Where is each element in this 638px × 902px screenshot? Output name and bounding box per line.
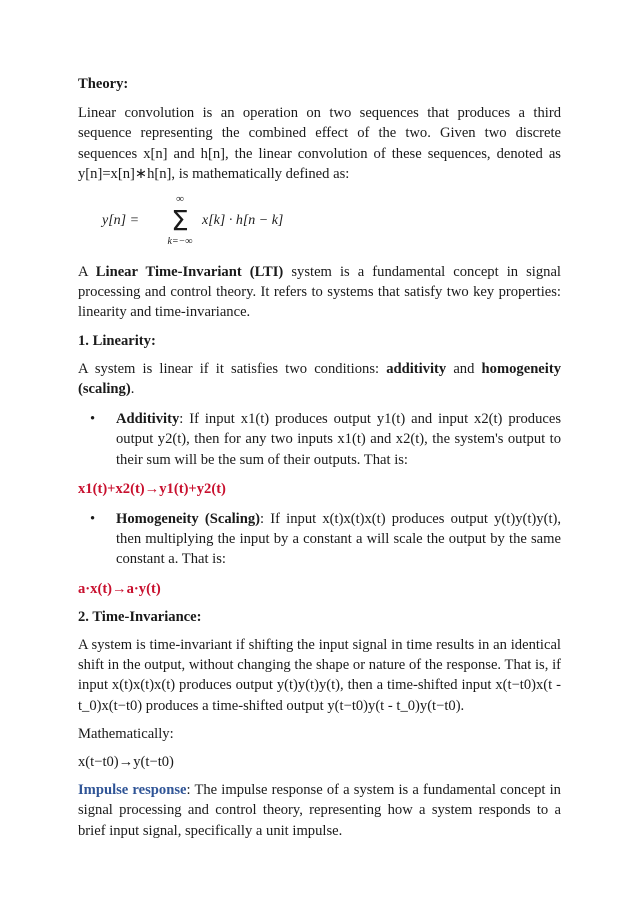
- homogeneity-list: [78, 509, 561, 570]
- homogeneity-text: : If input x(t)x(t)x(t) produces output y(t)y(t)y(t), then multiplying the input by a constant a will scale the output by the same constant a. That is:: [116, 511, 562, 568]
- time-shift-equation: x(t−t0)→y(t−t0): [78, 754, 174, 771]
- linearity-paragraph: [78, 359, 561, 399]
- impulse-label: Impulse response: [78, 782, 187, 799]
- bullet-dot: •: [90, 411, 96, 428]
- convolution-formula-graphic: [96, 190, 396, 250]
- impulse-paragraph: [78, 780, 561, 841]
- lti-pre: A: [78, 264, 96, 281]
- list-item-additivity: [90, 409, 561, 470]
- additivity-list: [78, 409, 561, 470]
- linearity-mid: and: [446, 360, 482, 377]
- additivity-text: : If input x1(t) produces output y1(t) and input x2(t) produces output y2(t), then for any two inputs x1(t) and x2(t), the system's output to their sum will be the sum of their outputs. That is:: [116, 411, 561, 468]
- formula-sum-top: ∞: [176, 193, 184, 206]
- list-item-homogeneity: [90, 509, 562, 570]
- document-page: [78, 74, 561, 841]
- time-invariance-paragraph: A system is time-invariant if shifting the input signal in time results in an identical shift in the output, without changing the shape or nature of the response. That is, if input x(t)x(t)x(t) produces output y(t)y(t)y(t), then a time-shifted input x(t−t0)x(t - t_0)x(t−t0) produces a time-shifted output y(t−t0)y(t - t_0)y(t−t0).: [78, 637, 561, 714]
- time-invariance-heading: 2. Time-Invariance:: [78, 608, 202, 625]
- lti-bold: Linear Time-Invariant (LTI): [95, 264, 284, 281]
- linearity-bold-additivity: additivity: [386, 360, 447, 377]
- lti-post: system is a fundamental concept in signal processing and control theory. It refers to systems that satisfy two key properties: linearity and time-invariance.: [78, 264, 561, 321]
- linearity-bold-homogeneity: homogeneity (scaling): [78, 360, 561, 398]
- formula-rhs: x[k] · h[n − k]: [202, 213, 284, 229]
- bullet-dot: •: [90, 511, 96, 528]
- lti-paragraph: [78, 262, 561, 323]
- formula-sum-bottom: k=−∞: [167, 236, 193, 248]
- formula-lhs: y[n] =: [102, 213, 140, 229]
- impulse-text: : The impulse response of a system is a fundamental concept in signal processing and control theory, representing how a system responds to a brief input signal, specifically a unit impulse.: [78, 782, 561, 839]
- mathematically-label: Mathematically:: [78, 725, 174, 742]
- homogeneity-equation: a·x(t)→a·y(t): [78, 580, 161, 597]
- additivity-equation: x1(t)+x2(t)→y1(t)+y2(t): [78, 480, 226, 497]
- linearity-heading: 1. Linearity:: [78, 332, 156, 349]
- linearity-pre: A system is linear if it satisfies two conditions:: [78, 360, 387, 377]
- formula-sigma: Σ: [171, 204, 189, 238]
- theory-heading: Theory:: [78, 76, 129, 92]
- additivity-label: Additivity: [116, 411, 180, 428]
- linearity-post: .: [130, 381, 135, 398]
- homogeneity-label: Homogeneity (Scaling): [116, 511, 261, 528]
- convolution-formula: [78, 190, 561, 250]
- intro-paragraph: Linear convolution is an operation on two sequences that produces a third sequence representing the combined effect of the two. Given two discrete sequences x[n] and h[n], the linear convolution of these sequences, denoted as y[n]=x[n]∗h[n], is mathematically defined as:: [78, 105, 561, 182]
